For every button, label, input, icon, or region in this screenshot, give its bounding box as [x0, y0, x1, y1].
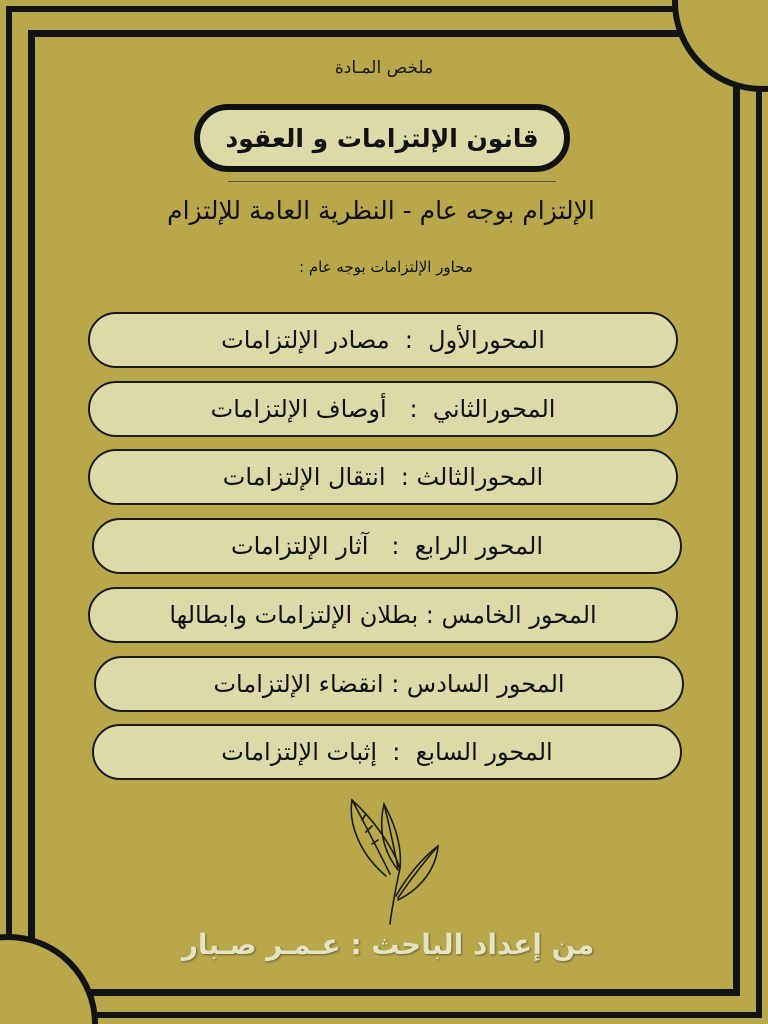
axis-item-5: المحور الخامس : بطلان الإلتزامات وابطالها: [88, 587, 678, 643]
corner-decoration-top-right: [672, 0, 768, 92]
title-banner: [194, 104, 570, 172]
section-heading: الإلتزام بوجه عام - النظرية العامة للإلتزام: [167, 196, 595, 225]
axis-item-2: المحورالثاني : أوصاف الإلتزامات: [88, 381, 678, 437]
axes-label: محاور الإلتزامات بوجه عام :: [299, 258, 473, 276]
title-divider: [228, 181, 556, 182]
author-credit: من إعداد الباحث : عـمـر صـبار: [181, 928, 595, 961]
axis-item-4: المحور الرابع : آثار الإلتزامات: [92, 518, 682, 574]
page-title: قانون الإلتزامات و العقود: [225, 123, 539, 153]
axis-item-7: المحور السابع : إثبات الإلتزامات: [92, 724, 682, 780]
axis-item-6: المحور السادس : انقضاء الإلتزامات: [94, 656, 684, 712]
subtitle: ملخص المـادة: [334, 58, 434, 78]
axis-item-1: المحورالأول : مصادر الإلتزامات: [88, 312, 678, 368]
axis-item-3: المحورالثالث : انتقال الإلتزامات: [88, 449, 678, 505]
leaf-branch-icon: [340, 796, 450, 928]
